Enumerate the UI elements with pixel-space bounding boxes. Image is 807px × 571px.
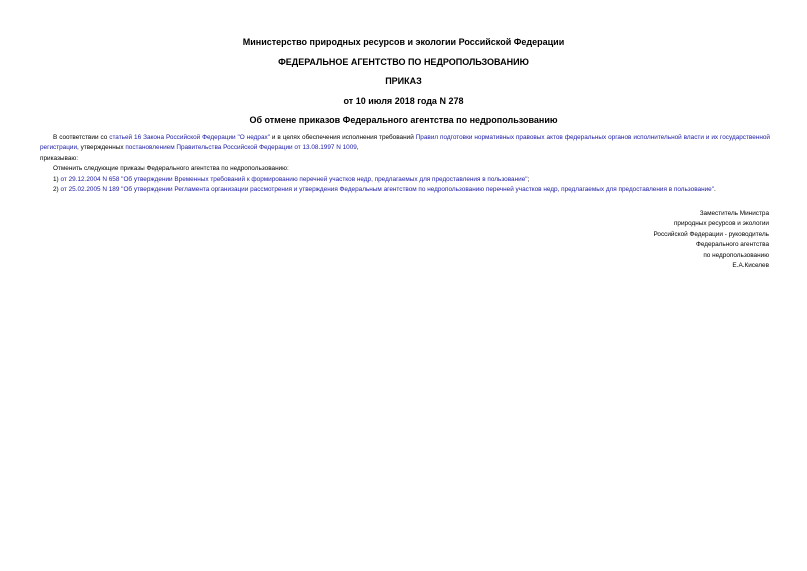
- list-item-suffix: .: [714, 186, 716, 194]
- preamble-paragraph: [40, 133, 770, 154]
- preamble-text-2: и в целях обеспечения исполнения требований: [269, 134, 416, 141]
- document-title: Об отмене приказов Федерального агентства по недропользованию: [249, 115, 558, 125]
- list-item-prefix: 2): [53, 186, 61, 194]
- cancel-intro: Отменить следующие приказы Федерального агентства по недропользованию:: [53, 165, 289, 173]
- document-body: [40, 133, 770, 195]
- list-item: [40, 185, 770, 195]
- preamble-text-4: ,: [356, 144, 359, 152]
- list-item-prefix: 1): [53, 175, 61, 183]
- ministry-heading: Министерство природных ресурсов и экологии Российской Федерации: [242, 37, 565, 47]
- order-word: приказываю:: [40, 154, 78, 162]
- law-link[interactable]: статьей 16 Закона Российской Федерации "О недрах": [109, 134, 270, 141]
- signature-line: Федерального агентства: [695, 241, 769, 249]
- order-658-link[interactable]: от 29.12.2004 N 658 "Об утверждении Временных требований к формированию перечней участков недр, предлагаемых для предоставления в пользование": [60, 175, 528, 183]
- signature-block: [569, 209, 769, 271]
- resolution-link[interactable]: постановлением Правительства Российской Федерации от 13.08.1997 N 1009: [125, 144, 357, 152]
- date-number-heading: от 10 июля 2018 года N 278: [343, 96, 464, 106]
- signature-line: по недропользованию: [703, 251, 769, 259]
- document-type-heading: ПРИКАЗ: [385, 76, 422, 86]
- signature-line: Заместитель Министра: [699, 210, 769, 217]
- list-item: [40, 175, 770, 185]
- signature-line: природных ресурсов и экологии: [673, 220, 769, 228]
- order-189-link[interactable]: от 25.02.2005 N 189 "Об утверждении Регламента организации рассмотрения и утверждения Федеральным агентством по недропользованию перечней участков недр, предлагаемых для предоставления в пользование": [60, 186, 715, 194]
- preamble-text-3: , утвержденных: [77, 144, 126, 152]
- signature-line: Российской Федерации - руководитель: [653, 230, 769, 238]
- rules-link[interactable]: Правил подготовки нормативных правовых актов федеральных органов исполнительной власти и их государственной регистрации: [40, 134, 770, 152]
- preamble-text-1: В соответствии со: [53, 134, 110, 141]
- agency-heading: ФЕДЕРАЛЬНОЕ АГЕНТСТВО ПО НЕДРОПОЛЬЗОВАНИЮ: [278, 57, 529, 67]
- signatory-name: Е.А.Киселев: [732, 262, 769, 270]
- list-item-suffix: ;: [527, 175, 530, 183]
